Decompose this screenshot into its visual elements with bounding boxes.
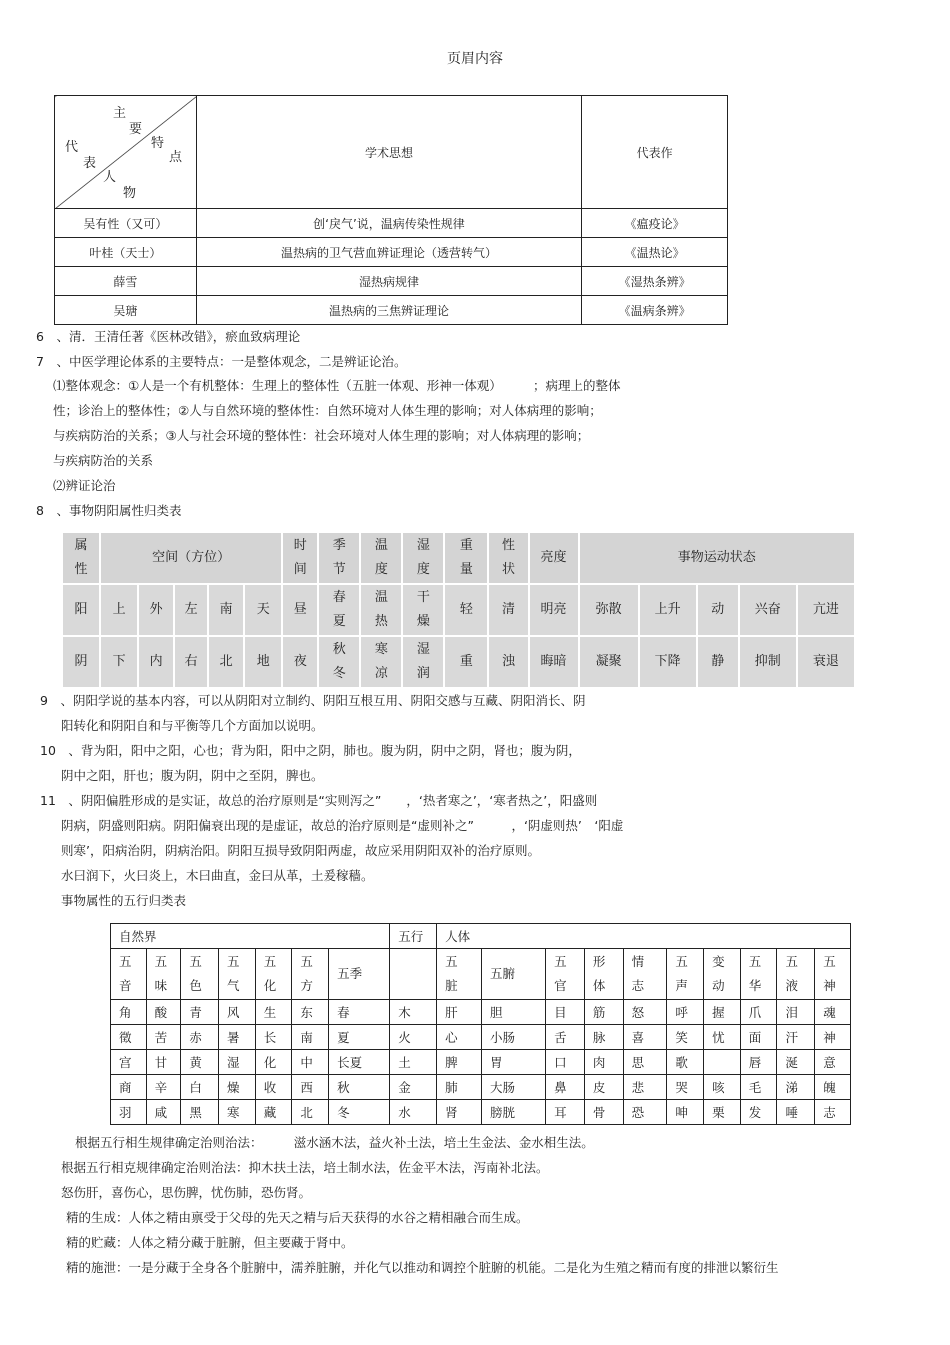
cell: 重 [445,637,487,687]
cell: 骨 [584,1100,623,1125]
cell: 寒 凉 [361,637,401,687]
text-line: 10 、背为阳，阳中之阳，心也；背为阳，阳中之阴，肺也。腹为阴，阴中之阴，肾也；腹为阴， [40,743,581,758]
cell: 北 [209,637,243,687]
cell: 目 [546,1000,585,1025]
cell: 湿 润 [403,637,443,687]
cell: 脾 [437,1050,482,1075]
cell: 咳 [704,1075,741,1100]
diagonal-header-cell [55,96,197,209]
work-cell: 《瘟疫论》 [582,209,728,238]
table-row [55,267,728,296]
cell: 唾 [777,1100,815,1125]
cell: 情 志 [623,949,667,1000]
cell: 形 体 [584,949,623,1000]
cell: 脉 [584,1025,623,1050]
cell: 魄 [815,1075,851,1100]
cell: 轻 [445,585,487,635]
cell: 角 [111,1000,147,1025]
work-cell: 《温病条辨》 [582,296,728,325]
cell: 五 脏 [437,949,482,1000]
cell: 亮度 [530,533,578,583]
text-line: 9 、阴阳学说的基本内容，可以从阴阳对立制约、阴阳互根互用、阴阳交感与互藏、阴阳消长、阴 [40,693,586,708]
cell: 事物运动状态 [580,533,854,583]
cell: 外 [139,585,173,635]
cell: 季 节 [319,533,359,583]
text-line: 根据五行相克规律确定治则治法：抑木扶土法，培土制水法，佐金平木法，泻南补北法。 [61,1160,549,1175]
cell: 寒 [219,1100,256,1125]
cell: 五行 [390,924,437,949]
cell: 兴奋 [740,585,796,635]
cell: 浊 [489,637,527,687]
text-line: 与疾病防治的关系；③人与社会环境的整体性：社会环境对人体生理的影响；对人体病理的影响； [53,428,590,443]
text-line: ⑵辨证论治 [53,478,116,493]
cell: 小肠 [481,1025,545,1050]
diag-char: 表 [83,156,97,171]
text-line: 阳转化和阴阳自和与平衡等几个方面加以说明。 [61,718,324,733]
text-line: 精的生成：人体之精由禀受于父母的先天之精与后天获得的水谷之精相融合而生成。 [66,1210,529,1225]
cell: 肝 [437,1000,482,1025]
cell: 甘 [146,1050,181,1075]
text-line: ⑴整体观念：①人是一个有机整体：生理上的整体性（五脏一体观、形神一体观） ；病理上的整体 [53,378,621,393]
cell: 面 [740,1025,777,1050]
cell: 上 [101,585,137,635]
diag-char: 特 [151,136,165,151]
cell: 五 神 [815,949,851,1000]
cell: 下降 [640,637,696,687]
cell: 肺 [437,1075,482,1100]
text-line: 阴病，阴盛则阳病。阴阳偏衰出现的是虚证，故总的治疗原则是“虚则补之” ，‘阴虚则热’ ‘阳虚 [61,818,624,833]
cell: 青 [181,1000,219,1025]
cell: 笑 [667,1025,704,1050]
text-line: 8 、事物阴阳属性归类表 [36,503,182,518]
cell: 肉 [584,1050,623,1075]
cell [390,949,437,1000]
cell: 涎 [777,1050,815,1075]
table-row [111,924,851,949]
cell: 春 夏 [319,585,359,635]
person-cell: 吴有性（又可） [55,209,197,238]
cell: 爪 [740,1000,777,1025]
cell: 风 [219,1000,256,1025]
cell: 鼻 [546,1075,585,1100]
cell: 暑 [219,1025,256,1050]
cell: 藏 [255,1100,292,1125]
cell: 唇 [740,1050,777,1075]
cell: 内 [139,637,173,687]
text-line: 6 、清．王清任著《医林改错》，瘀血致病理论 [36,329,301,344]
thought-cell: 温热病的卫气营血辨证理论（透营转气） [196,238,581,267]
text-line: 水曰润下，火曰炎上，木曰曲直，金曰从革，土爰稼穑。 [61,868,374,883]
text-line: 与疾病防治的关系 [53,453,154,468]
text-line: 11 、阴阳偏胜形成的是实证，故总的治疗原则是“实则泻之” ，‘热者寒之’，‘寒者热之’，阳盛则 [40,793,598,808]
cell: 天 [245,585,281,635]
table-row [111,1000,851,1025]
cell: 水 [390,1100,437,1125]
yin-yang-table [61,531,856,689]
cell: 苦 [146,1025,181,1050]
cell: 五 味 [146,949,181,1000]
diag-char: 代 [65,140,79,155]
cell: 湿 [219,1050,256,1075]
cell: 左 [175,585,207,635]
cell: 人体 [437,924,851,949]
cell: 呼 [667,1000,704,1025]
cell: 静 [698,637,738,687]
cell: 思 [623,1050,667,1075]
cell: 上升 [640,585,696,635]
cell: 发 [740,1100,777,1125]
cell: 辛 [146,1075,181,1100]
cell: 喜 [623,1025,667,1050]
cell: 时 间 [283,533,317,583]
cell: 膀胱 [481,1100,545,1125]
work-cell: 《湿热条辨》 [582,267,728,296]
table-row [55,238,728,267]
cell: 南 [292,1025,329,1050]
diag-char: 要 [129,122,143,137]
cell: 宫 [111,1050,147,1075]
thought-cell: 温热病的三焦辨证理论 [196,296,581,325]
text-line: 怒伤肝，喜伤心，思伤脾，忧伤肺，恐伤肾。 [61,1185,312,1200]
cell: 自然界 [111,924,390,949]
table-row [111,1100,851,1125]
cell: 下 [101,637,137,687]
cell: 心 [437,1025,482,1050]
cell: 属 性 [63,533,99,583]
cell: 五 官 [546,949,585,1000]
cell: 空间（方位） [101,533,281,583]
cell: 酸 [146,1000,181,1025]
cell: 白 [181,1075,219,1100]
cell: 夜 [283,637,317,687]
table-row [63,637,854,687]
cell: 忧 [704,1025,741,1050]
cell: 重 量 [445,533,487,583]
cell: 干 燥 [403,585,443,635]
cell: 舌 [546,1025,585,1050]
cell: 化 [255,1050,292,1075]
page-header: 页眉内容 [447,51,503,67]
cell: 羽 [111,1100,147,1125]
cell: 毛 [740,1075,777,1100]
cell: 五 液 [777,949,815,1000]
cell: 阳 [63,585,99,635]
table-row [111,949,851,1000]
cell: 五 声 [667,949,704,1000]
text-line: 精的贮藏：人体之精分藏于脏腑，但主要藏于肾中。 [66,1235,354,1250]
cell: 悲 [623,1075,667,1100]
text-line: 事物属性的五行归类表 [61,893,187,908]
cell: 五 华 [740,949,777,1000]
cell: 五 气 [219,949,256,1000]
cell: 涕 [777,1075,815,1100]
cell: 五腑 [481,949,545,1000]
cell: 大肠 [481,1075,545,1100]
cell: 恐 [623,1100,667,1125]
text-line: 精的施泄：一是分藏于全身各个脏腑中，濡养脏腑，并化气以推动和调控个脏腑的机能。二是化为生殖之精而有度的排泄以繁衍生 [66,1260,779,1275]
cell: 耳 [546,1100,585,1125]
cell: 汗 [777,1025,815,1050]
cell: 中 [292,1050,329,1075]
text-line: 阴中之阳，肝也；腹为阴，阴中之至阴，脾也。 [61,768,324,783]
cell: 温 热 [361,585,401,635]
cell: 抑制 [740,637,796,687]
cell: 温 度 [361,533,401,583]
cell: 五 化 [255,949,292,1000]
work-cell: 《温热论》 [582,238,728,267]
text-line: 7 、中医学理论体系的主要特点：一是整体观念，二是辨证论治。 [36,354,407,369]
cell: 意 [815,1050,851,1075]
cell: 变 动 [704,949,741,1000]
cell: 泪 [777,1000,815,1025]
text-line: 性；诊治上的整体性；②人与自然环境的整体性：自然环境对人体生理的影响；对人体病理的影响； [53,403,602,418]
cell: 清 [489,585,527,635]
thought-cell: 创‘戾气’说，温病传染性规律 [196,209,581,238]
cell: 筋 [584,1000,623,1025]
cell: 歌 [667,1050,704,1075]
person-cell: 叶桂（天士） [55,238,197,267]
cell: 商 [111,1075,147,1100]
cell: 冬 [329,1100,390,1125]
diag-char: 主 [113,106,127,121]
cell: 西 [292,1075,329,1100]
cell: 右 [175,637,207,687]
cell: 长夏 [329,1050,390,1075]
cell: 明亮 [530,585,578,635]
cell: 赤 [181,1025,219,1050]
cell: 亢进 [798,585,854,635]
cell: 土 [390,1050,437,1075]
cell: 握 [704,1000,741,1025]
cell: 阴 [63,637,99,687]
cell: 地 [245,637,281,687]
cell: 五 音 [111,949,147,1000]
cell: 性 状 [489,533,527,583]
text-line: 则寒’，阳病治阴，阴病治阳。阴阳互损导致阴阳两虚，故应采用阴阳双补的治疗原则。 [61,843,540,858]
cell: 长 [255,1025,292,1050]
cell: 衰退 [798,637,854,687]
table-row [111,1025,851,1050]
cell: 北 [292,1100,329,1125]
cell: 志 [815,1100,851,1125]
cell: 收 [255,1075,292,1100]
cell: 皮 [584,1075,623,1100]
header-work: 代表作 [582,96,728,209]
cell: 魂 [815,1000,851,1025]
table-row [55,296,728,325]
cell: 哭 [667,1075,704,1100]
cell: 肾 [437,1100,482,1125]
cell: 徵 [111,1025,147,1050]
cell: 晦暗 [530,637,578,687]
cell: 火 [390,1025,437,1050]
cell: 咸 [146,1100,181,1125]
cell: 生 [255,1000,292,1025]
text-line: 根据五行相生规律确定治则治法： 滋水涵木法，益火补土法，培土生金法、金水相生法。 [75,1135,594,1150]
cell: 昼 [283,585,317,635]
cell: 五 方 [292,949,329,1000]
cell: 五 色 [181,949,219,1000]
cell: 五季 [329,949,390,1000]
cell: 秋 冬 [319,637,359,687]
cell: 胃 [481,1050,545,1075]
cell: 凝聚 [580,637,638,687]
cell: 口 [546,1050,585,1075]
person-cell: 吴瑭 [55,296,197,325]
cell: 夏 [329,1025,390,1050]
table-row [111,1050,851,1075]
cell: 怒 [623,1000,667,1025]
physicians-table [54,95,728,325]
five-elements-table [110,923,851,1125]
cell: 湿 度 [403,533,443,583]
cell: 东 [292,1000,329,1025]
table-row [63,533,854,583]
diag-char: 点 [169,150,183,165]
cell: 黄 [181,1050,219,1075]
thought-cell: 湿热病规律 [196,267,581,296]
table-row [63,585,854,635]
cell: 动 [698,585,738,635]
cell: 金 [390,1075,437,1100]
cell [704,1050,741,1075]
cell: 神 [815,1025,851,1050]
cell: 燥 [219,1075,256,1100]
cell: 秋 [329,1075,390,1100]
cell: 木 [390,1000,437,1025]
cell: 弥散 [580,585,638,635]
cell: 栗 [704,1100,741,1125]
person-cell: 薛雪 [55,267,197,296]
diag-char: 人 [103,170,117,185]
cell: 呻 [667,1100,704,1125]
diag-char: 物 [123,186,137,201]
header-thought: 学术思想 [196,96,581,209]
table-row [111,1075,851,1100]
table-row [55,209,728,238]
cell: 黑 [181,1100,219,1125]
cell: 春 [329,1000,390,1025]
cell: 南 [209,585,243,635]
cell: 胆 [481,1000,545,1025]
